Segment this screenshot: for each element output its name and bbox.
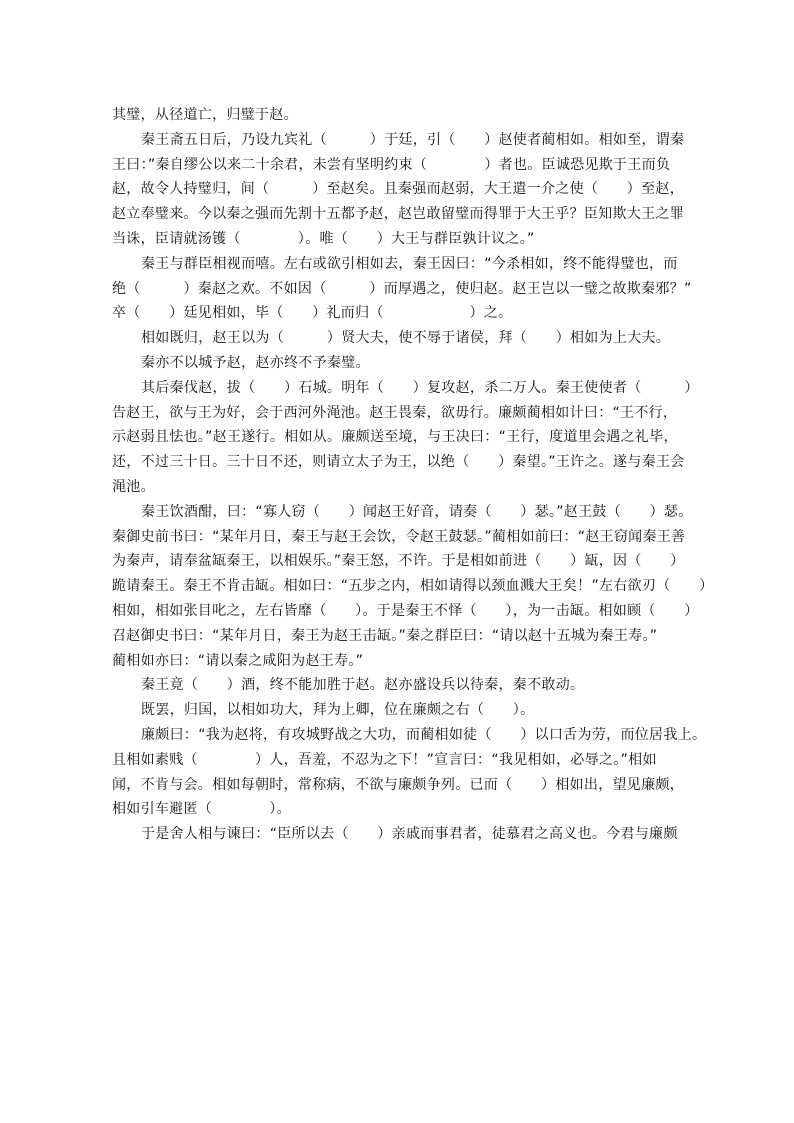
text-line: 相如，相如张目叱之，左右皆靡（ ）。于是秦王不怿（ ），为一击缻。相如顾（ ）: [112, 602, 699, 619]
text-line: 秦王与群臣相视而嘻。左右或欲引相如去，秦王因曰：“今杀相如，终不能得璧也，而: [141, 255, 678, 272]
text-line: 相如既归，赵王以为（ ）贤大夫，使不辱于诸侯，拜（ ）相如为上大夫。: [141, 330, 671, 347]
text-line: 秦亦不以城予赵，赵亦终不予秦璧。: [141, 354, 370, 371]
text-line: 于是舍人相与谏曰：“臣所以去（ ）亲戚而事君者，徒慕君之高义也。今君与廉颇: [141, 826, 678, 843]
document-body: [112, 103, 714, 847]
text-line: 秦王饮酒酣，曰：“寡人窃（ ）闻赵王好音，请奏（ ）瑟。”赵王鼓（ ）瑟。: [141, 503, 693, 520]
text-line: 当诛，臣请就汤镬（ ）。唯（ ）大王与群臣孰计议之。”: [112, 230, 535, 247]
text-line: 且相如素贱（ ）人，吾羞，不忍为之下！”宣言曰：“我见相如，必辱之。”相如: [112, 751, 657, 768]
text-line: 跪请秦王。秦王不肯击缻。相如曰：“五步之内，相如请得以颈血溅大王矣！”左右欲刃（ ）: [112, 578, 714, 595]
text-line: 廉颇曰：“我为赵将，有攻城野战之大功，而蔺相如徒（ ）以口舌为劳，而位居我上。: [141, 726, 707, 743]
text-line: 其后秦伐赵，拔（ ）石城。明年（ ）复攻赵，杀二万人。秦王使使者（ ）: [141, 379, 699, 396]
text-line: 渑池。: [112, 478, 155, 495]
text-line: 蔺相如亦曰：“请以秦之咸阳为赵王寿。”: [112, 652, 364, 669]
text-line: 王曰：”秦自缪公以来二十余君，未尝有坚明约束（ ）者也。臣诚恐见欺于王而负: [112, 156, 671, 173]
text-line: 秦王斋五日后，乃设九宾礼（ ）于廷，引（ ）赵使者蔺相如。相如至，谓秦: [141, 131, 685, 148]
text-line: 赵，故令人持璧归，间（ ）至赵矣。且秦强而赵弱，大王遣一介之使（ ）至赵，: [112, 181, 684, 198]
text-line: 还，不过三十日。三十日不还，则请立太子为王，以绝（ ）秦望。”王许之。遂与秦王会: [112, 454, 685, 471]
text-line: 卒（ ）廷见相如，毕（ ）礼而归（ ）之。: [112, 305, 513, 322]
text-line: 召赵御史书曰：“某年月日，秦王为赵王击缻。”秦之群臣曰：“请以赵十五城为秦王寿。”: [112, 627, 658, 644]
text-line: 其璧，从径道亡，归璧于赵。: [112, 107, 298, 123]
text-line: 既罢，归国，以相如功大，拜为上卿，位在廉颇之右（ ）。: [141, 702, 535, 719]
text-line: 秦御史前书曰：“某年月日，秦王与赵王会饮，令赵王鼓瑟。”蔺相如前曰：“赵王窃闻秦王善: [112, 528, 686, 545]
text-line: 赵立奉璧来。今以秦之强而先割十五都予赵，赵岂敢留璧而得罪于大王乎？臣知欺大王之罪: [112, 206, 684, 223]
text-line: 为秦声，请奉盆缻秦王，以相娱乐。”秦王怒，不许。于是相如前进（ ）缻，因（ ）: [112, 553, 685, 570]
text-line: 相如引车避匿（ ）。: [112, 801, 291, 818]
text-line: 闻，不肯与会。相如每朝时，常称病，不欲与廉颇争列。已而（ ）相如出，望见廉颇，: [112, 776, 684, 793]
text-line: 绝（ ）秦赵之欢。不如因（ ）而厚遇之，使归赵。赵王岂以一璧之故欺秦邪？”: [112, 280, 692, 297]
text-line: 秦王竟（ ）酒，终不能加胜于赵。赵亦盛设兵以待秦，秦不敢动。: [141, 677, 585, 694]
text-line: 告赵王，欲与王为好，会于西河外渑池。赵王畏秦，欲毋行。廉颇蔺相如计曰：“王不行，: [112, 404, 678, 421]
text-line: 示赵弱且怯也。”赵王遂行。相如从。廉颇送至境，与王决曰：“王行，度道里会遇之礼毕，: [112, 429, 678, 446]
